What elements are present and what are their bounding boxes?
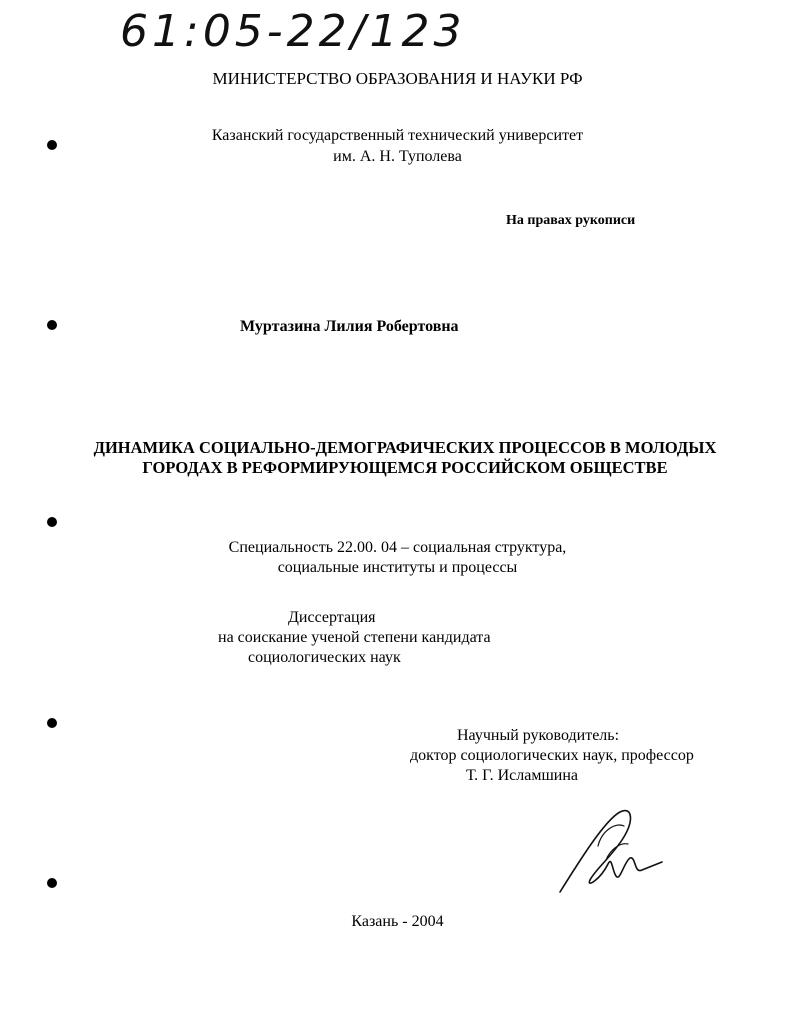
author-name: Муртазина Лилия Робертовна: [240, 318, 459, 335]
dissertation-line-2: на соискание ученой степени кандидата: [218, 629, 491, 646]
specialty-line-1: Специальность 22.00. 04 – социальная структура,: [228, 539, 567, 556]
signature-icon: [550, 800, 670, 900]
supervisor-line-3: Т. Г. Исламшина: [466, 767, 579, 784]
ministry-heading: МИНИСТЕРСТВО ОБРАЗОВАНИЯ И НАУКИ РФ: [212, 69, 583, 88]
binding-hole-dot: [47, 140, 57, 150]
supervisor-line-1: Научный руководитель:: [457, 727, 620, 744]
supervisor-block: [410, 726, 694, 786]
handwritten-archive-number: 61:05-22/123: [120, 6, 466, 57]
binding-hole-dot: [47, 320, 57, 330]
binding-hole-dot: [47, 517, 57, 527]
university-line-1: Казанский государственный технический университет: [211, 127, 584, 144]
dissertation-line-1: Диссертация: [288, 609, 376, 626]
city-year: Казань - 2004: [351, 913, 444, 930]
specialty: [0, 538, 795, 578]
manuscript-rights-label: На правах рукописи: [506, 213, 636, 228]
dissertation-line-3: социологических наук: [248, 649, 401, 666]
supervisor-line-2: доктор социологических наук, профессор: [410, 747, 694, 764]
dissertation-degree: [200, 608, 491, 668]
binding-hole-dot: [47, 718, 57, 728]
university-name: [0, 125, 795, 167]
university-line-2: им. А. Н. Туполева: [333, 148, 462, 165]
specialty-line-2: социальные институты и процессы: [277, 559, 518, 576]
binding-hole-dot: [47, 878, 57, 888]
dissertation-title: ДИНАМИКА СОЦИАЛЬНО-ДЕМОГРАФИЧЕСКИХ ПРОЦЕССОВ В МОЛОДЫХ ГОРОДАХ В РЕФОРМИРУЮЩЕМСЯ РОССИЙСКОМ ОБЩЕСТВЕ: [93, 438, 717, 477]
